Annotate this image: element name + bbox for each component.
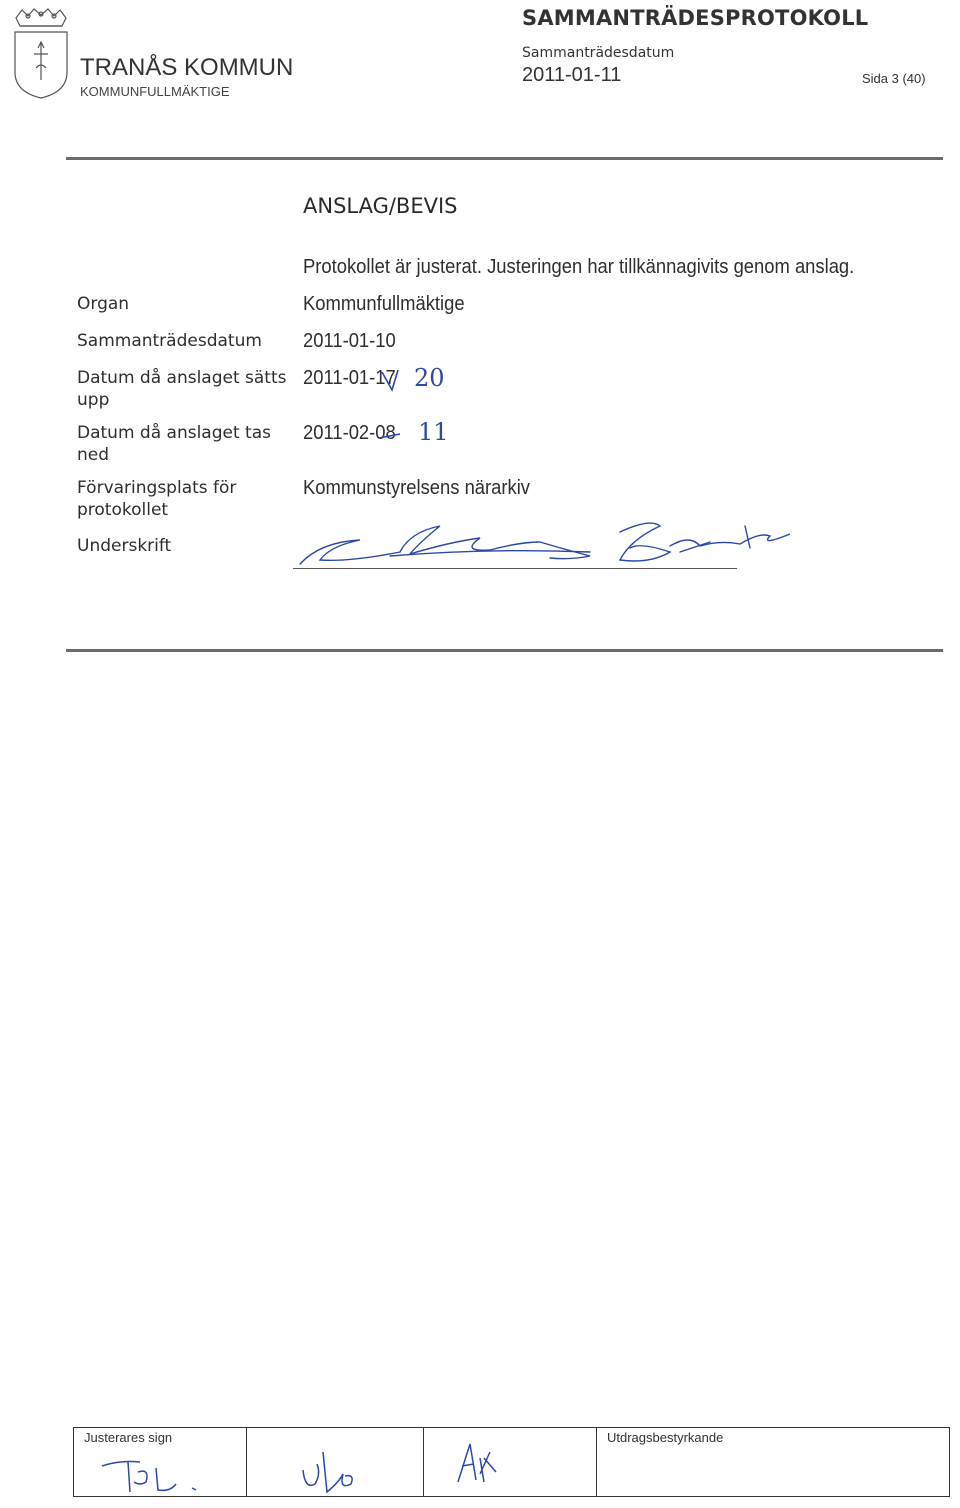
section-title: ANSLAG/BEVIS: [303, 194, 458, 218]
posted-date-handwritten: 20: [414, 364, 445, 392]
meeting-date-field-label: Sammanträdesdatum: [77, 331, 262, 351]
removed-date-value: 2011-02-08: [303, 422, 396, 444]
initials-signature: [299, 1444, 359, 1496]
storage-value: Kommunstyrelsens närarkiv: [303, 477, 531, 499]
department-name: KOMMUNFULLMÄKTIGE: [80, 84, 230, 99]
meeting-date: 2011-01-11: [522, 64, 622, 86]
utdragsbestyrkande-label: Utdragsbestyrkande: [607, 1430, 724, 1445]
bottom-divider: [66, 649, 943, 652]
page-number: Sida 3 (40): [862, 71, 926, 86]
document-title: SAMMANTRÄDESPROTOKOLL: [522, 6, 869, 30]
utdragsbestyrkande-cell: [597, 1428, 950, 1497]
strike-mark-icon: [380, 366, 404, 394]
signature-image: [290, 512, 790, 576]
meeting-date-field-value: 2011-01-10: [303, 330, 396, 352]
removed-date-label: Datum då anslaget tas ned: [77, 423, 271, 465]
organ-value: Kommunfullmäktige: [303, 293, 465, 315]
signature-line: [293, 568, 737, 569]
top-divider: [66, 157, 943, 160]
justerares-sign-label: Justerares sign: [84, 1430, 173, 1445]
strike-mark-icon: [378, 424, 402, 448]
posted-date-value: 2011-01-17: [303, 367, 396, 389]
municipal-crest-icon: [10, 8, 72, 100]
initials-signature: [454, 1438, 504, 1488]
initials-cell-3: [424, 1428, 597, 1497]
removed-date-handwritten: 11: [418, 418, 449, 446]
organ-label: Organ: [77, 294, 130, 314]
storage-label: Förvaringsplats för protokollet: [77, 478, 237, 520]
initials-cell-2: [247, 1428, 424, 1497]
section-intro: Protokollet är justerat. Justeringen har tillkännagivits genom anslag.: [303, 256, 855, 278]
initials-signature: [100, 1454, 210, 1496]
meeting-date-label: Sammanträdesdatum: [522, 45, 675, 61]
posted-date-label: Datum då anslaget sätts upp: [77, 368, 287, 410]
municipality-name: TRANÅS KOMMUN: [80, 54, 294, 81]
signature-label: Underskrift: [77, 536, 172, 556]
footer-sign-table: [73, 1427, 950, 1497]
justerares-sign-cell: [74, 1428, 247, 1497]
